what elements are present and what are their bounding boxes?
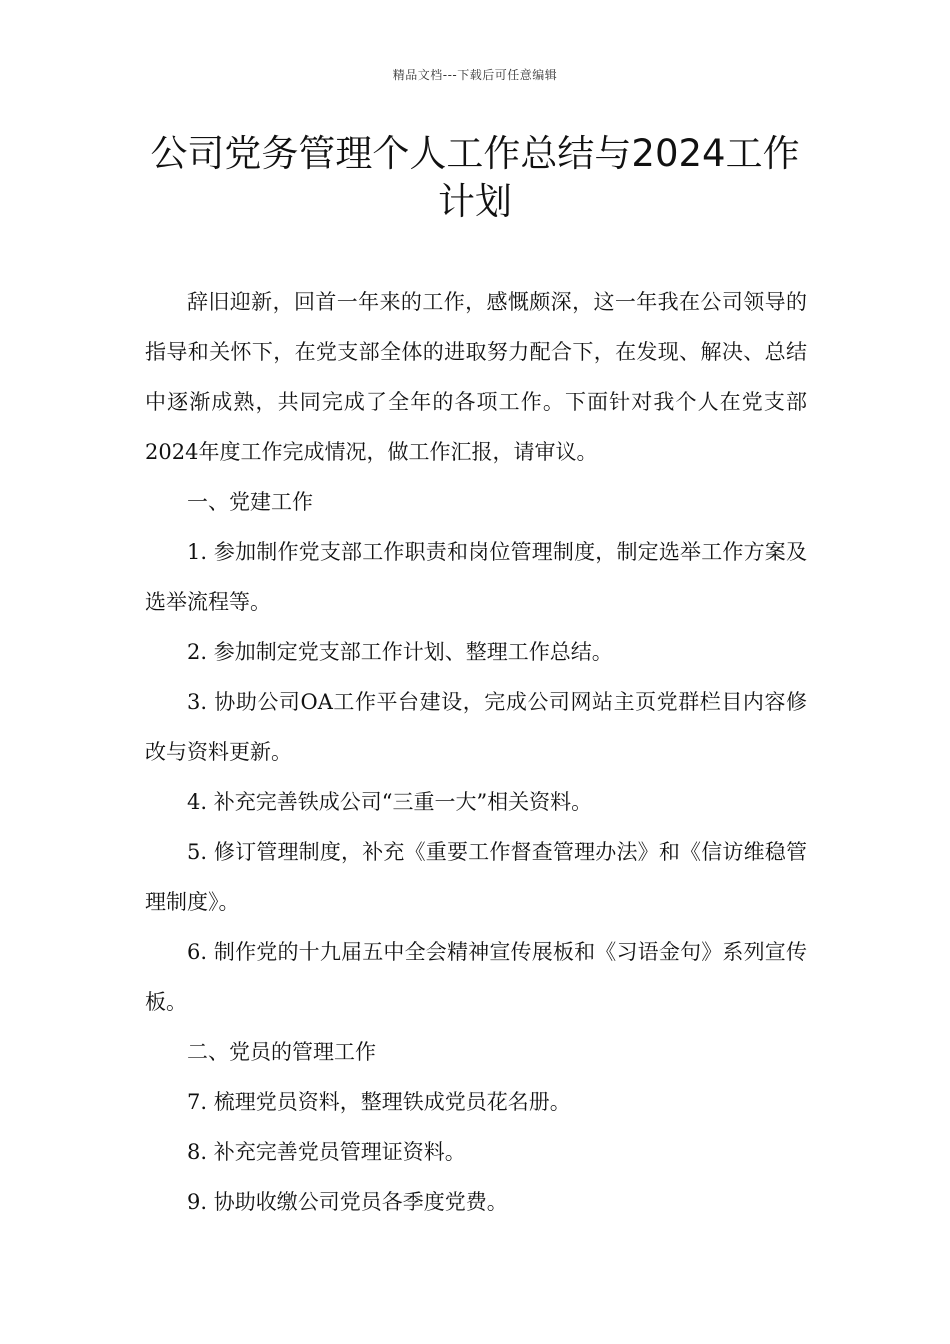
intro-paragraph: 辞旧迎新，回首一年来的工作，感慨颇深，这一年我在公司领导的指导和关怀下，在党支部全体的进取努力配合下，在发现、解决、总结中逐渐成熟，共同完成了全年的各项工作。下面针对我个人在党支部2024年度工作完成情况，做工作汇报，请审议。 (145, 290, 807, 464)
list-item: 2. 参加制定党支部工作计划、整理工作总结。 (187, 640, 613, 664)
list-item: 7. 梳理党员资料，整理铁成党员花名册。 (187, 1090, 571, 1114)
section-heading-member-management: 二、党员的管理工作 (187, 1040, 376, 1064)
list-item: 5. 修订管理制度，补充《重要工作督查管理办法》和《信访维稳管理制度》。 (145, 840, 807, 914)
list-item: 4. 补充完善铁成公司“三重一大”相关资料。 (187, 790, 593, 814)
list-item: 6. 制作党的十九届五中全会精神宣传展板和《习语金句》系列宣传板。 (145, 940, 807, 1014)
list-item: 9. 协助收缴公司党员各季度党费。 (187, 1190, 508, 1214)
list-item: 8. 补充完善党员管理证资料。 (187, 1140, 466, 1164)
list-item: 3. 协助公司OA工作平台建设，完成公司网站主页党群栏目内容修改与资料更新。 (145, 690, 807, 764)
page-header: 精品文档---下载后可任意编辑 (392, 68, 558, 82)
document-body (145, 277, 807, 1227)
section-heading-party-building: 一、党建工作 (187, 490, 313, 514)
document-title: 公司党务管理个人工作总结与2024工作计划 (150, 132, 800, 223)
list-item: 1. 参加制作党支部工作职责和岗位管理制度，制定选举工作方案及选举流程等。 (145, 540, 807, 614)
